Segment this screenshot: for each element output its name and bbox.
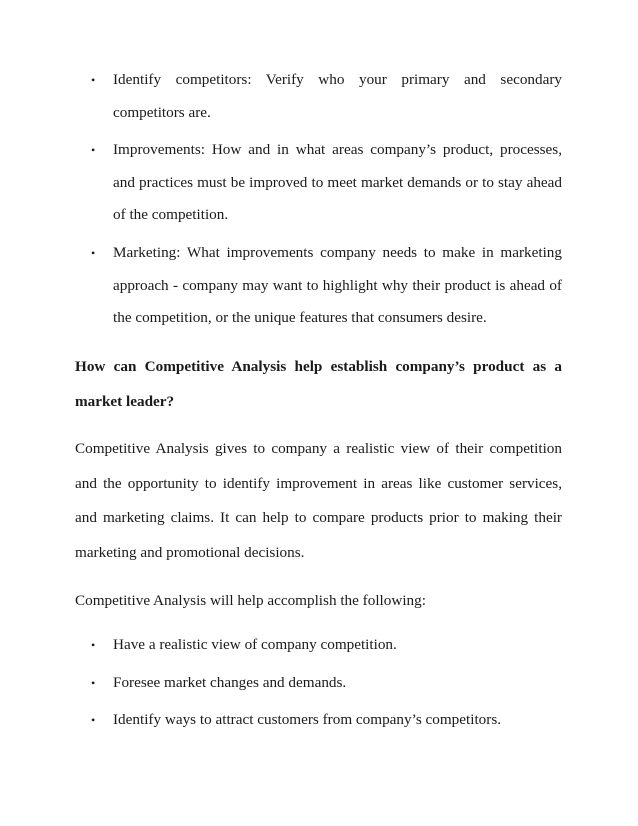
- list-item-text: Have a realistic view of company competition.: [113, 636, 397, 653]
- list-item: [75, 629, 562, 662]
- list-item-text: Improvements: How and in what areas company’s product, processes, and practices must be improved to meet market demands or to stay ahead of the competition.: [113, 141, 562, 224]
- top-bullet-list: [75, 64, 562, 340]
- list-item-text: Identify ways to attract customers from company’s competitors.: [113, 711, 502, 729]
- body-paragraph: Competitive Analysis gives to company a realistic view of their competition and the opportunity to identify improvement in areas like customer services, and marketing claims. It can help to compare products prior to making their marketing and promotional decisions.: [75, 440, 562, 561]
- list-item: [75, 237, 562, 335]
- bullet-icon: •: [91, 638, 96, 652]
- bullet-icon: •: [91, 245, 96, 260]
- section-heading: How can Competitive Analysis help establish company’s product as a market leader?: [75, 358, 562, 410]
- intro-paragraph: Competitive Analysis will help accomplish the following:: [75, 592, 426, 609]
- bottom-bullet-list: [75, 629, 562, 742]
- list-item-text: Identify competitors: Verify who your primary and secondary competitors are.: [113, 71, 562, 121]
- bullet-icon: •: [91, 675, 96, 690]
- list-item: [75, 134, 562, 232]
- list-item: [75, 667, 562, 700]
- bullet-icon: •: [91, 143, 96, 158]
- list-item-text: Foresee market changes and demands.: [113, 673, 347, 691]
- list-item: [75, 704, 562, 737]
- bullet-icon: •: [91, 713, 96, 728]
- list-item-text: Marketing: What improvements company needs to make in marketing approach - company may want to highlight why their product is ahead of the competition, or the unique features that consumers desire.: [113, 243, 562, 327]
- list-item: [75, 64, 562, 129]
- bullet-icon: •: [91, 73, 96, 87]
